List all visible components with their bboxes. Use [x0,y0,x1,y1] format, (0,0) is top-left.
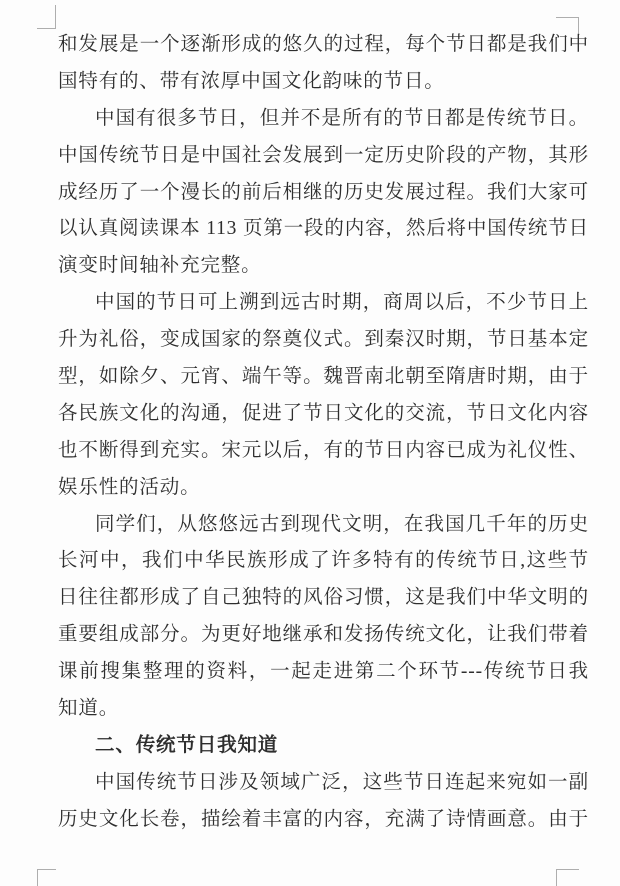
text-line: 以认真阅读课本 113 页第一段的内容，然后将中国传统节日 [58,218,589,240]
text-line: 历史文化长卷，描绘着丰富的内容，充满了诗情画意。由于 [58,808,589,830]
text-line: 成经历了一个漫长的前后相继的历史发展过程。我们大家可 [58,181,589,203]
text-line: 和发展是一个逐渐形成的悠久的过程，每个节日都是我们中 [58,34,589,55]
text-line: 课前搜集整理的资料，一起走进第二个环节---传统节日我 [58,661,589,683]
text-line: 中国传统节日是中国社会发展到一定历史阶段的产物，其形 [58,144,589,166]
crop-mark-top-left [37,5,56,29]
text-line: 娱乐性的活动。 [58,476,201,498]
document-body [58,27,589,839]
text-line: 型，如除夕、元宵、端午等。魏晋南北朝至隋唐时期，由于 [58,366,589,388]
text-line: 各民族文化的沟通，促进了节日文化的交流，节日文化内容 [58,402,589,424]
text-line: 升为礼俗，变成国家的祭奠仪式。到秦汉时期，节日基本定 [58,329,589,351]
text-line: 日往往都形成了自己独特的风俗习惯，这是我们中华文明的 [58,587,589,609]
text-line: 中国的节日可上溯到远古时期，商周以后，不少节日上 [95,292,589,314]
section-heading: 二、传统节日我知道 [95,734,279,756]
text-line: 知道。 [58,698,120,720]
text-line: 国特有的、带有浓厚中国文化韵味的节日。 [58,70,445,92]
text-line: 长河中，我们中华民族形成了许多特有的传统节日,这些节 [58,550,589,572]
text-line: 中国传统节日涉及领域广泛，这些节日连起来宛如一副 [95,771,589,793]
crop-mark-bottom-right [556,869,579,886]
text-line: 演变时间轴补充完整。 [58,255,262,277]
crop-mark-bottom-left [37,869,56,886]
text-line: 重要组成部分。为更好地继承和发扬传统文化，让我们带着 [58,624,589,646]
text-line: 中国有很多节日，但并不是所有的节日都是传统节日。 [95,107,589,129]
text-line: 也不断得到充实。宋元以后，有的节日内容已成为礼仪性、 [58,439,589,461]
text-line: 同学们，从悠悠远古到现代文明，在我国几千年的历史 [95,513,589,535]
